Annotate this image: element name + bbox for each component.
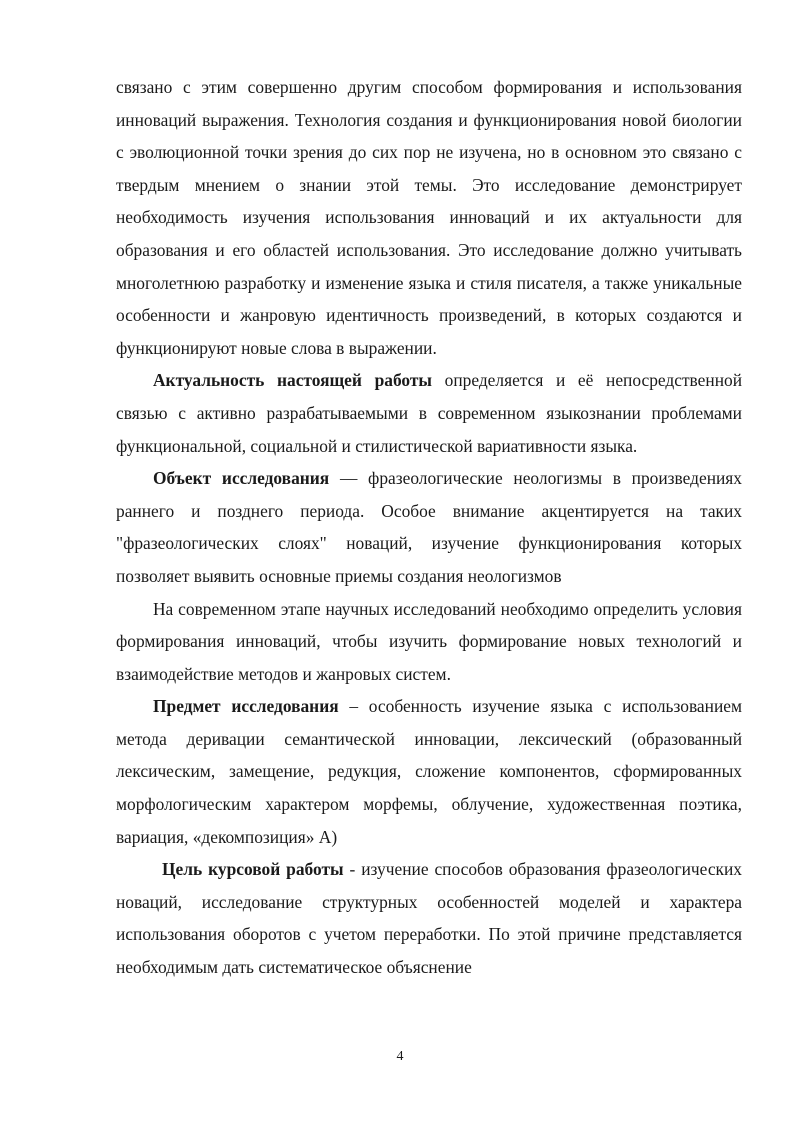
paragraph-text: На современном этапе научных исследований необходимо определить условия формирования инноваций, чтобы изучить формирование новых технологий и взаимодействие методов и жанровых систем. <box>116 598 742 684</box>
paragraph-goal <box>116 853 742 983</box>
paragraph-object <box>116 462 742 592</box>
paragraph-lead: Объект исследования <box>153 468 330 489</box>
paragraph-continuation <box>116 71 742 364</box>
page-body <box>116 71 742 984</box>
paragraph-conditions <box>116 593 742 691</box>
paragraph-lead: Актуальность настоящей работы <box>153 370 432 391</box>
paragraph-lead: Цель курсовой работы <box>162 859 344 880</box>
paragraph-text: – особенность изучение языка с использованием метода деривации семантической инновации, лексический (образованный лексическим, замещение, редукция, сложение компонентов, сформированных морфологическим характером морфемы, облучение, художественная поэтика, вариация, «декомпозиция» А) <box>116 696 742 847</box>
paragraph-text: связано с этим совершенно другим способом формирования и использования инноваций выражения. Технология создания и функционирования новой биологии с эволюционной точки зрения до сих пор не изучена, но в основном это связано с твердым мнением о знании этой темы. Это исследование демонстрирует необходимость изучения использования инноваций и их актуальности для образования и его областей использования. Это исследование должно учитывать многолетнюю разработку и изменение языка и стиля писателя, а также уникальные особенности и жанровую идентичность произведений, в которых создаются и функционируют новые слова в выражении. <box>116 77 742 358</box>
paragraph-text: - изучение способов образования фразеологических новаций, исследование структурных особенностей моделей и характера использования оборотов с учетом переработки. По этой причине представляется необходимым дать систематическое объяснение <box>116 859 742 978</box>
paragraph-subject <box>116 690 742 853</box>
page-number: 4 <box>396 1049 404 1064</box>
paragraph-relevance <box>116 364 742 462</box>
paragraph-text: определяется и её непосредственной связью с активно разрабатываемыми в современном языкознании проблемами функциональной, социальной и стилистической вариативности языка. <box>116 370 742 456</box>
paragraph-lead: Предмет исследования <box>153 696 339 717</box>
paragraph-text: — фразеологические неологизмы в произведениях раннего и позднего периода. Особое внимание акцентируется на таких "фразеологических слоях" новаций, изучение функционирования которых позволяет выявить основные приемы создания неологизмов <box>116 468 743 586</box>
